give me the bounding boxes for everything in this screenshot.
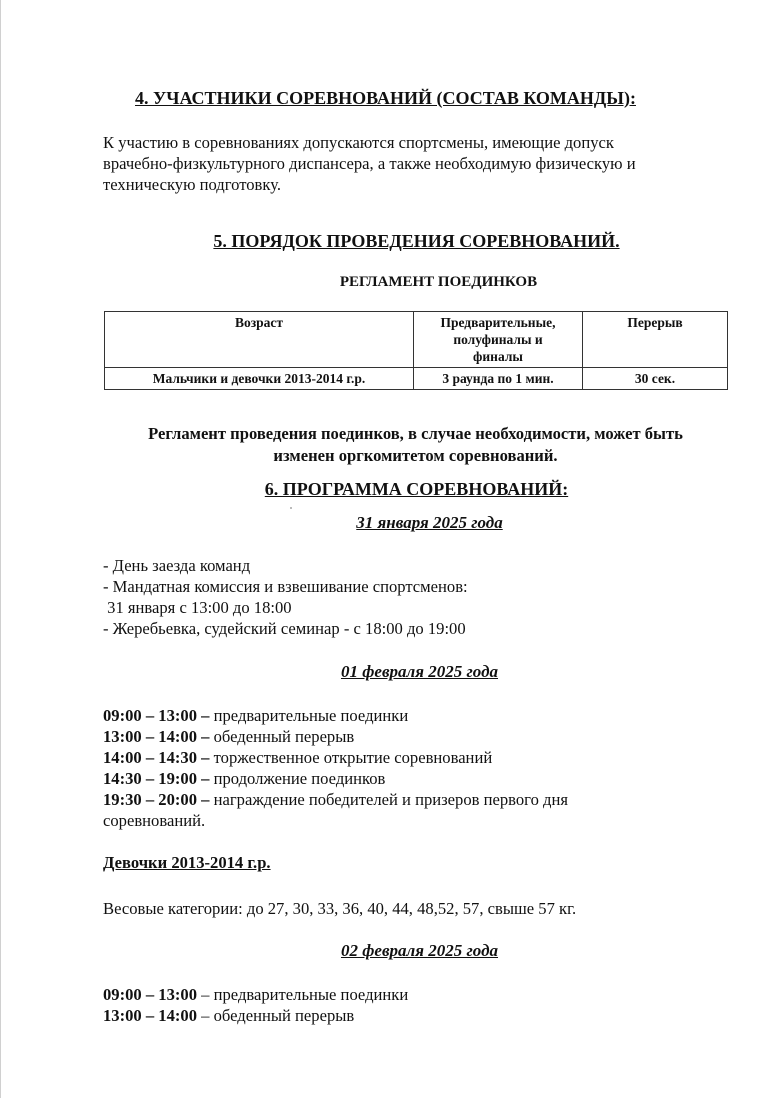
- schedule-continuation: соревнований.: [103, 811, 206, 830]
- schedule-time: 14:30 – 19:00 –: [103, 769, 210, 788]
- header-break: Перерыв: [583, 312, 728, 368]
- schedule-activity: награждение победителей и призеров первого дня: [209, 790, 568, 809]
- schedule-activity: продолжение поединков: [209, 769, 386, 788]
- day-1-date: 31 января 2025 года: [356, 513, 503, 532]
- schedule-time: 09:00 – 13:00: [103, 985, 198, 1004]
- cell-break: 30 сек.: [583, 368, 728, 390]
- regulation-note: [60, 423, 771, 467]
- header-rounds: [414, 312, 583, 368]
- section-4-heading: 4. УЧАСТНИКИ СОРЕВНОВАНИЙ (СОСТАВ КОМАНДЫ):: [135, 88, 636, 108]
- scan-speck: [290, 507, 292, 509]
- schedule-time: 14:00 – 14:30 –: [103, 748, 210, 767]
- schedule-activity: – обеденный перерыв: [197, 1006, 355, 1025]
- day-2-date: 01 февраля 2025 года: [340, 662, 499, 681]
- schedule-item: [103, 705, 568, 726]
- cell-age: Мальчики и девочки 2013-2014 г.р.: [105, 368, 414, 390]
- schedule-time: 13:00 – 14:00 –: [103, 727, 210, 746]
- schedule-item: [103, 747, 568, 768]
- girls-heading: Девочки 2013-2014 г.р.: [103, 853, 271, 872]
- schedule-item: [103, 984, 408, 1005]
- schedule-item: [103, 789, 568, 810]
- text-line: врачебно-физкультурного диспансера, а также необходимую физическую и: [103, 154, 636, 173]
- schedule-activity: торжественное открытие соревнований: [209, 748, 493, 767]
- schedule-activity: – предварительные поединки: [197, 985, 409, 1004]
- day-1-schedule: [103, 555, 468, 639]
- note-line: Регламент проведения поединков, в случае необходимости, может быть: [148, 424, 683, 443]
- bout-regulations-table: [104, 311, 728, 390]
- schedule-activity: обеденный перерыв: [209, 727, 355, 746]
- section-6-heading: 6. ПРОГРАММА СОРЕВНОВАНИЙ:: [264, 479, 569, 499]
- page-left-edge: [0, 0, 1, 1098]
- schedule-line: - Мандатная комиссия и взвешивание спортсменов:: [103, 577, 468, 596]
- day-3-date: 02 февраля 2025 года: [340, 941, 499, 960]
- schedule-line: - Жеребьевка, судейский семинар - с 18:00 до 19:00: [103, 619, 466, 638]
- cell-rounds: 3 раунда по 1 мин.: [414, 368, 583, 390]
- header-rounds-line: полуфиналы и: [453, 332, 543, 347]
- header-rounds-line: финалы: [473, 349, 523, 364]
- schedule-time: 13:00 – 14:00: [103, 1006, 198, 1025]
- header-age: Возраст: [105, 312, 414, 368]
- section-5-heading: 5. ПОРЯДОК ПРОВЕДЕНИЯ СОРЕВНОВАНИЙ.: [213, 231, 620, 251]
- schedule-item: [103, 726, 568, 747]
- schedule-time: 19:30 – 20:00 –: [103, 790, 210, 809]
- section-4-text: [103, 132, 636, 195]
- table-row: [105, 368, 728, 390]
- table-title: РЕГЛАМЕНТ ПОЕДИНКОВ: [339, 274, 538, 290]
- text-line: техническую подготовку.: [103, 175, 282, 194]
- header-rounds-line: Предварительные,: [440, 315, 556, 330]
- note-line: изменен оргкомитетом соревнований.: [273, 446, 558, 465]
- table-header-row: [105, 312, 728, 368]
- schedule-time: 09:00 – 13:00 –: [103, 706, 210, 725]
- day-2-schedule: [103, 705, 568, 831]
- schedule-item: [103, 1005, 408, 1026]
- schedule-item: [103, 768, 568, 789]
- day-3-schedule: [103, 984, 408, 1026]
- schedule-line: - День заезда команд: [103, 556, 251, 575]
- schedule-line: 31 января с 13:00 до 18:00: [103, 598, 292, 617]
- text-line: К участию в соревнованиях допускаются спортсмены, имеющие допуск: [103, 133, 614, 152]
- weight-categories: Весовые категории: до 27, 30, 33, 36, 40, 44, 48,52, 57, свыше 57 кг.: [103, 899, 577, 918]
- schedule-activity: предварительные поединки: [209, 706, 409, 725]
